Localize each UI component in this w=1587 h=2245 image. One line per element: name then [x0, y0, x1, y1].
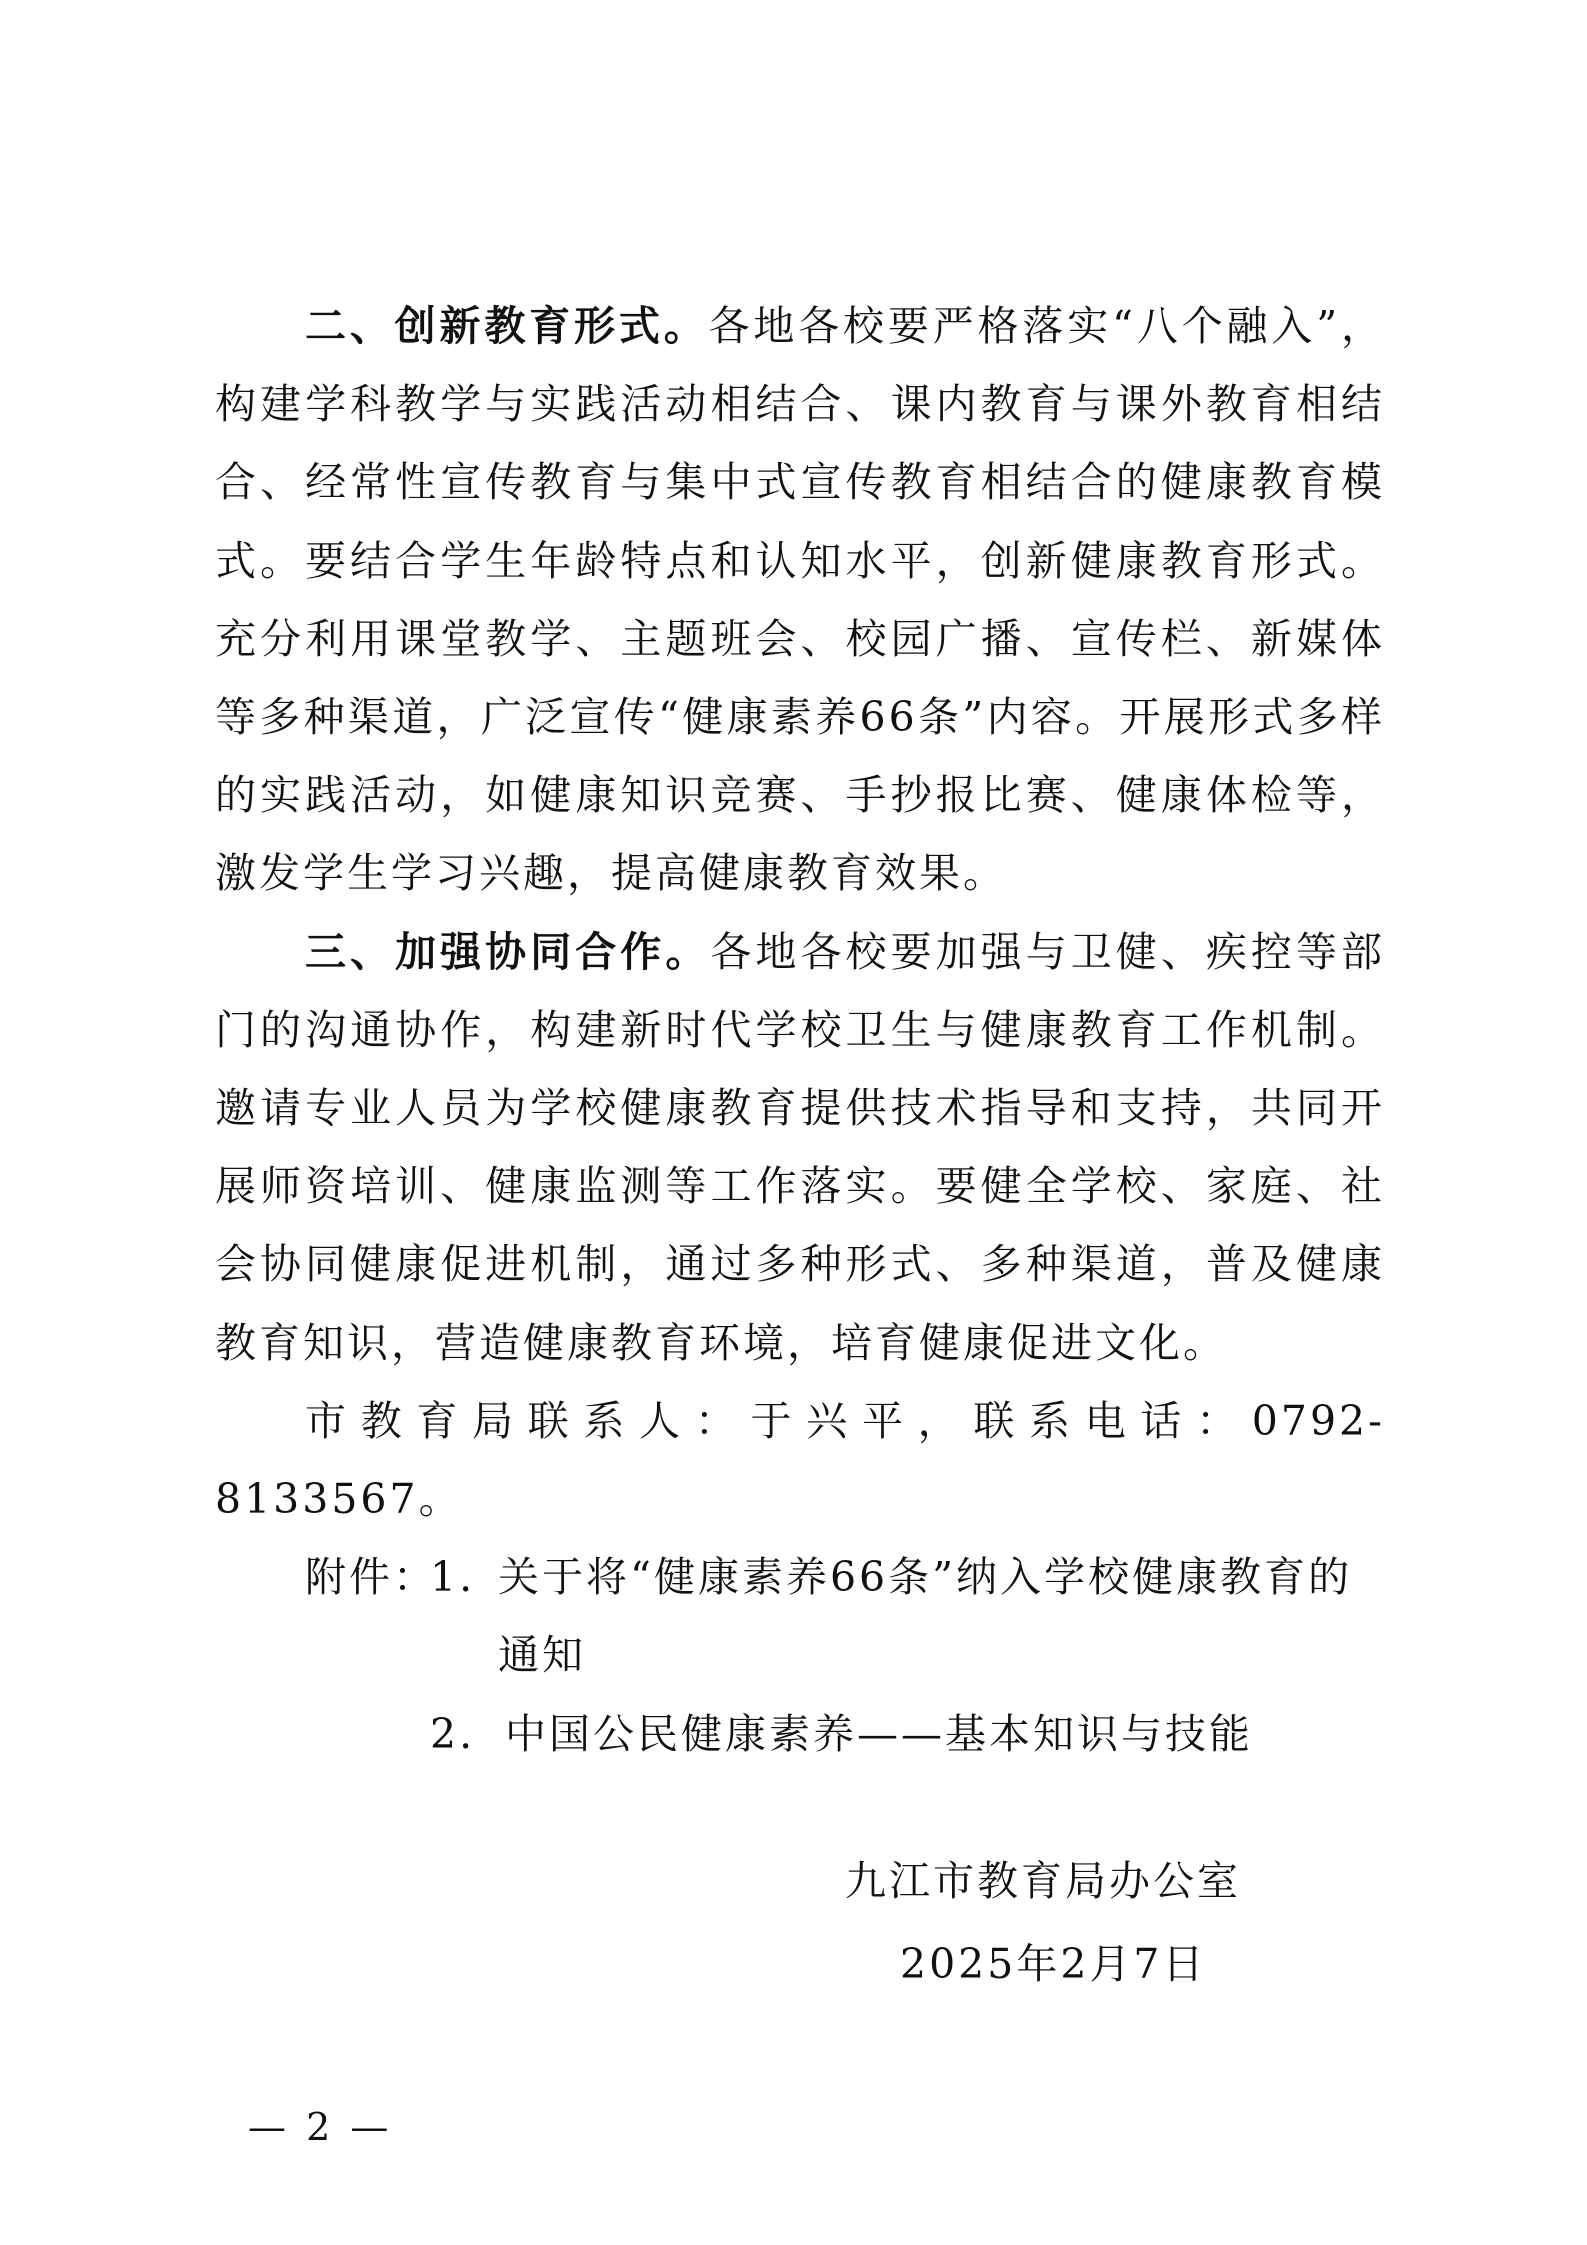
attachment-item-2	[215, 1695, 1385, 1773]
section-3-heading: 三、加强协同合作。	[305, 927, 711, 976]
attachment-title: 关于将“健康素养66条”纳入学校健康教育的通知	[498, 1553, 1353, 1680]
attachment-number: 2.	[430, 1709, 476, 1758]
attachments-list	[215, 1538, 1385, 1773]
section-2-body: 各地各校要严格落实“八个融入”，构建学科教学与实践活动相结合、课内教育与课外教育相结合、经常性宣传教育与集中式宣传教育相结合的健康教育模式。要结合学生年龄特点和认知水平，创新健康教育形式。充分利用课堂教学、主题班会、校园广播、宣传栏、新媒体等多种渠道，广泛宣传“健康素养66条”内容。开展形式多样的实践活动，如健康知识竞赛、手抄报比赛、健康体检等，激发学生学习兴趣，提高健康教育效果。	[215, 302, 1385, 898]
attachment-number: 1.	[430, 1553, 476, 1602]
attachment-title: 中国公民健康素养——基本知识与技能	[505, 1709, 1253, 1758]
section-2-heading: 二、创新教育形式。	[305, 302, 709, 350]
section-3-paragraph	[215, 913, 1385, 1382]
issuing-organization: 九江市教育局办公室	[845, 1857, 1241, 1905]
section-2-paragraph	[215, 287, 1385, 913]
page-number: — 2 —	[248, 2105, 393, 2149]
contact-line: 市教育局联系人：于兴平，联系电话：0792-8133567。	[215, 1396, 1385, 1524]
section-3-body: 各地各校要加强与卫健、疾控等部门的沟通协作，构建新时代学校卫生与健康教育工作机制。邀请专业人员为学校健康教育提供技术指导和支持，共同开展师资培训、健康监测等工作落实。要健全学校、家庭、社会协同健康促进机制，通过多种形式、多种渠道，普及健康教育知识，营造健康教育环境，培育健康促进文化。	[215, 927, 1385, 1367]
issue-date: 2025年2月7日	[900, 1940, 1207, 1988]
attachments-label: 附件：	[305, 1553, 437, 1602]
document-body	[215, 287, 1385, 1773]
attachment-item-1	[215, 1538, 1385, 1694]
